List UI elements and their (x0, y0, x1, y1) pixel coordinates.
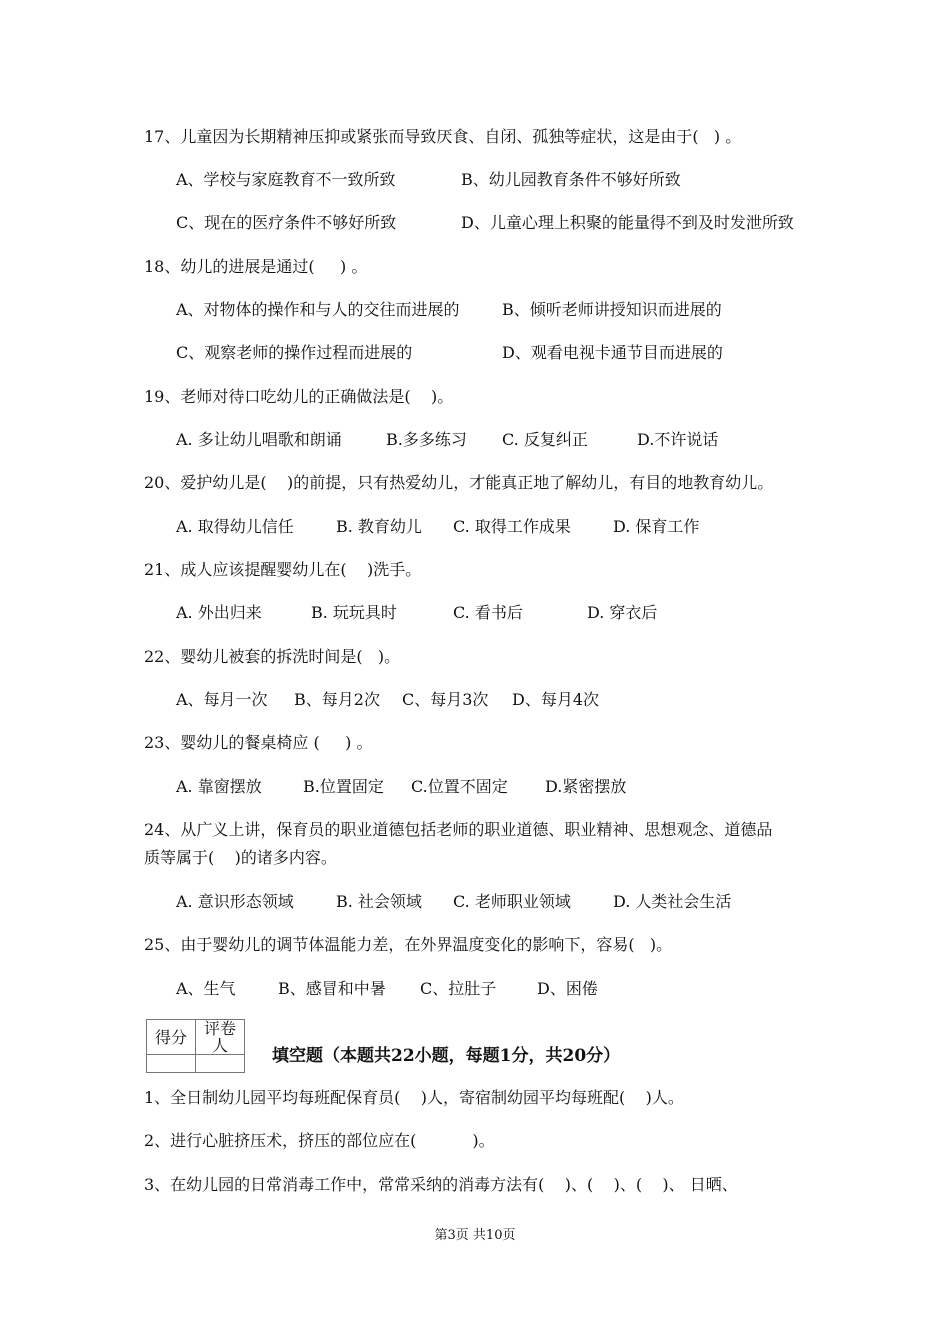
option-d: D.紧密摆放 (545, 777, 627, 796)
grader-cell (196, 1055, 245, 1073)
option-a: A. 取得幼儿信任 (176, 517, 294, 536)
question-22-stem: 22、婴幼儿被套的拆洗时间是( )。 (144, 647, 401, 666)
question-21-stem: 21、成人应该提醒婴幼儿在( )洗手。 (144, 560, 422, 579)
option-d: D.不许说话 (637, 430, 719, 449)
question-24-stem-line2: 质等属于( )的诸多内容。 (144, 848, 337, 867)
option-a: A. 外出归来 (176, 603, 262, 622)
question-18-stem: 18、幼儿的进展是通过( ) 。 (144, 257, 368, 276)
score-label: 得分 (147, 1020, 196, 1055)
question-24-stem-line1: 24、从广义上讲，保育员的职业道德包括老师的职业道德、职业精神、思想观念、道德品 (144, 820, 773, 839)
option-a: A. 意识形态领域 (176, 892, 294, 911)
question-17-stem: 17、儿童因为长期精神压抑或紧张而导致厌食、自闭、孤独等症状，这是由于( ) 。 (144, 127, 742, 146)
option-b: B. 教育幼儿 (336, 517, 422, 536)
option-a: A、对物体的操作和与人的交往而进展的 (176, 300, 460, 319)
question-19-stem: 19、老师对待口吃幼儿的正确做法是( )。 (144, 387, 454, 406)
option-c: C、现在的医疗条件不够好所致 (176, 213, 397, 232)
option-b: B、每月2次 (294, 690, 380, 709)
option-a: A、每月一次 (176, 690, 268, 709)
option-c: C. 看书后 (453, 603, 523, 622)
score-box (146, 1019, 245, 1073)
option-c: C、观察老师的操作过程而进展的 (176, 343, 413, 362)
option-d: D、困倦 (537, 979, 598, 998)
option-c: C、拉肚子 (420, 979, 497, 998)
section-title: 填空题（本题共22小题，每题1分，共20分） (272, 1046, 621, 1066)
option-b: B、感冒和中暑 (278, 979, 386, 998)
question-25-stem: 25、由于婴幼儿的调节体温能力差，在外界温度变化的影响下，容易( )。 (144, 935, 673, 954)
option-c: C.位置不固定 (411, 777, 508, 796)
option-d: D. 保育工作 (613, 517, 700, 536)
option-d: D、儿童心理上积聚的能量得不到及时发泄所致 (461, 213, 794, 232)
option-c: C. 老师职业领域 (453, 892, 571, 911)
option-b: B.位置固定 (303, 777, 384, 796)
fill-in-question-2: 2、进行心脏挤压术，挤压的部位应在( )。 (144, 1131, 495, 1150)
option-d: D. 人类社会生活 (613, 892, 732, 911)
option-b: B、倾听老师讲授知识而进展的 (502, 300, 722, 319)
option-a: A、生气 (176, 979, 236, 998)
question-23-stem: 23、婴幼儿的餐桌椅应 ( ) 。 (144, 733, 373, 752)
page-number: 第3页 共10页 (434, 1228, 516, 1243)
option-d: D、观看电视卡通节目而进展的 (502, 343, 723, 362)
option-d: D、每月4次 (512, 690, 600, 709)
option-c: C. 反复纠正 (502, 430, 588, 449)
option-b: B. 玩玩具时 (311, 603, 397, 622)
option-b: B、幼儿园教育条件不够好所致 (461, 170, 681, 189)
grader-label: 评卷人 (196, 1020, 245, 1055)
option-c: C、每月3次 (402, 690, 489, 709)
option-b: B.多多练习 (386, 430, 467, 449)
option-b: B. 社会领域 (336, 892, 422, 911)
option-a: A. 靠窗摆放 (176, 777, 262, 796)
fill-in-question-1: 1、全日制幼儿园平均每班配保育员( )人，寄宿制幼园平均每班配( )人。 (144, 1088, 684, 1107)
question-20-stem: 20、爱护幼儿是( )的前提，只有热爱幼儿，才能真正地了解幼儿，有目的地教育幼儿。 (144, 473, 774, 492)
fill-in-question-3: 3、在幼儿园的日常消毒工作中，常常采纳的消毒方法有( )、( )、( )、 日晒、 (144, 1175, 738, 1194)
option-d: D. 穿衣后 (587, 603, 658, 622)
score-cell (147, 1055, 196, 1073)
option-c: C. 取得工作成果 (453, 517, 571, 536)
option-a: A、学校与家庭教育不一致所致 (176, 170, 396, 189)
option-a: A. 多让幼儿唱歌和朗诵 (176, 430, 342, 449)
